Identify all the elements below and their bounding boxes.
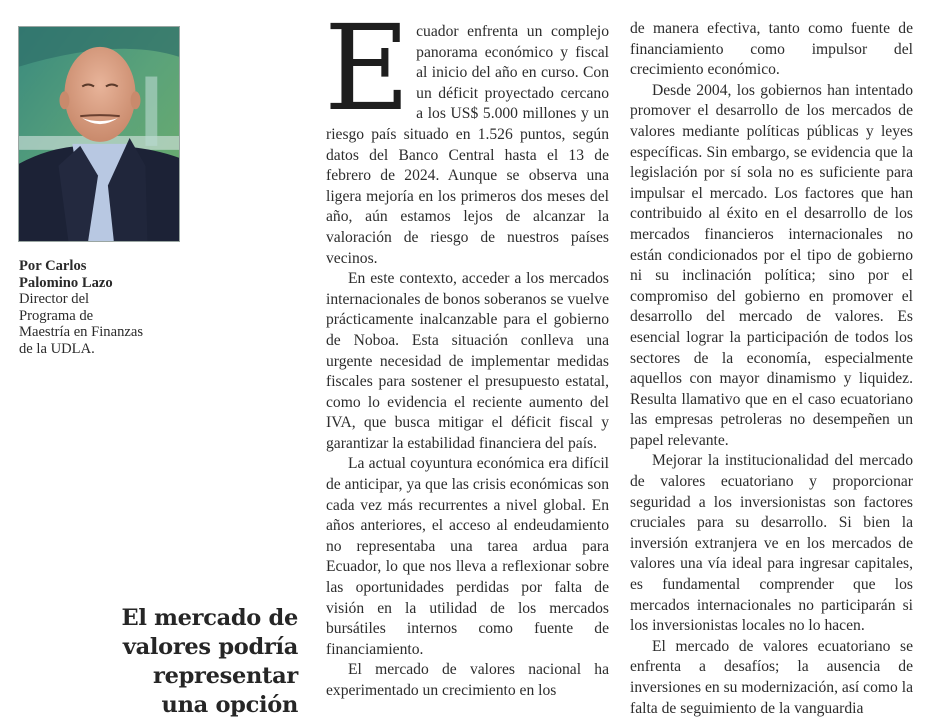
author-role-line: Maestría en Finanzas — [19, 324, 144, 341]
headline-line: representar — [153, 663, 298, 689]
author-byline — [19, 258, 199, 358]
author-role-line: Director del — [19, 291, 90, 308]
article-column-2 — [630, 19, 913, 719]
article-headline — [60, 604, 298, 720]
author-name-line-2: Palomino Lazo — [19, 274, 113, 291]
drop-cap: E — [324, 0, 411, 137]
author-role-line: Programa de — [19, 307, 94, 324]
author-portrait-image — [19, 27, 179, 241]
article-paragraph: La actual coyuntura económica era difícil de anticipar, ya que las crisis económicas son cada vez más recurrentes a nivel global. En años anteriores, el acceso al endeudamiento no representaba una tarea ardua para Ecuador, lo que nos lleva a reflexionar sobre las oportunidades perdidas por falta de visión en la utilidad de los mercados bursátiles internos como fuente de financiamiento. — [326, 455, 609, 658]
article-paragraph: Mejorar la institucionalidad del mercado de valores ecuatoriano y proporcionar seguridad a los inversionistas son factores cruciales para su desarrollo. Si bien la inversión extranjera ve en los mercados de valores una vía ideal para ingresar capitales, es fundamental comprender que los mercados internacionales no participarán si los inversionistas locales no lo hacen. — [630, 452, 913, 635]
article-paragraph: de manera efectiva, tanto como fuente de financiamiento como impulsor del crecimiento económico. — [630, 20, 913, 79]
paragraph-text: cuador enfrenta un complejo panorama económico y fiscal al inicio del año en curso. Con un déficit proyectado cercano a los US$ 5.000 millones y un riesgo país situado en 1.526 puntos, según datos del Banco Central hasta el 13 de febrero de 2024. Aunque se observa una ligera mejoría en los primeros dos meses del año, aún estamos lejos de alcanzar la valoración de riesgo de nuestros países vecinos. — [326, 23, 609, 267]
article-paragraph: Desde 2004, los gobiernos han intentado promover el desarrollo de los mercados de valores mediante políticas públicas y leyes específicas. Sin embargo, se evidencia que la legislación por sí sola no es suficiente para impulsar el mercado. Los factores que han contribuido al éxito en el desarrollo de los mercados financieros internacionales no están condicionados por el tipo de gobierno ni su inclinación política; sino por el compromiso del gobierno en promover el desarrollo del mercado de valores. Es esencial lograr la participación de todos los sectores de la economía, especialmente aquellos con mayor dinamismo y liquidez. Resulta llamativo que en el caso ecuatoriano las empresas petroleras no desempeñen un papel relevante. — [630, 81, 913, 449]
author-name-line-1: Por Carlos — [19, 258, 87, 274]
author-photo — [18, 26, 180, 242]
article-paragraph: El mercado de valores nacional ha experimentado un crecimiento en los — [326, 661, 609, 699]
headline-line: El mercado de — [121, 605, 298, 631]
author-role-line: de la UDLA. — [19, 340, 95, 357]
article-column-1 — [324, 0, 609, 702]
headline-line: una opción — [161, 692, 298, 718]
article-paragraph: En este contexto, acceder a los mercados internacionales de bonos soberanos se vuelve prácticamente inalcanzable para el gobierno de Noboa. Esta situación conlleva una urgente necesidad de implementar medidas fiscales para sostener el presupuesto estatal, como lo evidencia el reciente aumento del IVA, que busca mitigar el déficit fiscal y garantizar la estabilidad financiera del país. — [326, 270, 609, 452]
article-paragraph — [324, 0, 609, 269]
headline-line: valores podría — [122, 634, 298, 660]
article-paragraph: El mercado de valores ecuatoriano se enfrenta a desafíos; la ausencia de inversiones en su modernización, así como la falta de seguimiento de la vanguardia — [630, 637, 913, 717]
